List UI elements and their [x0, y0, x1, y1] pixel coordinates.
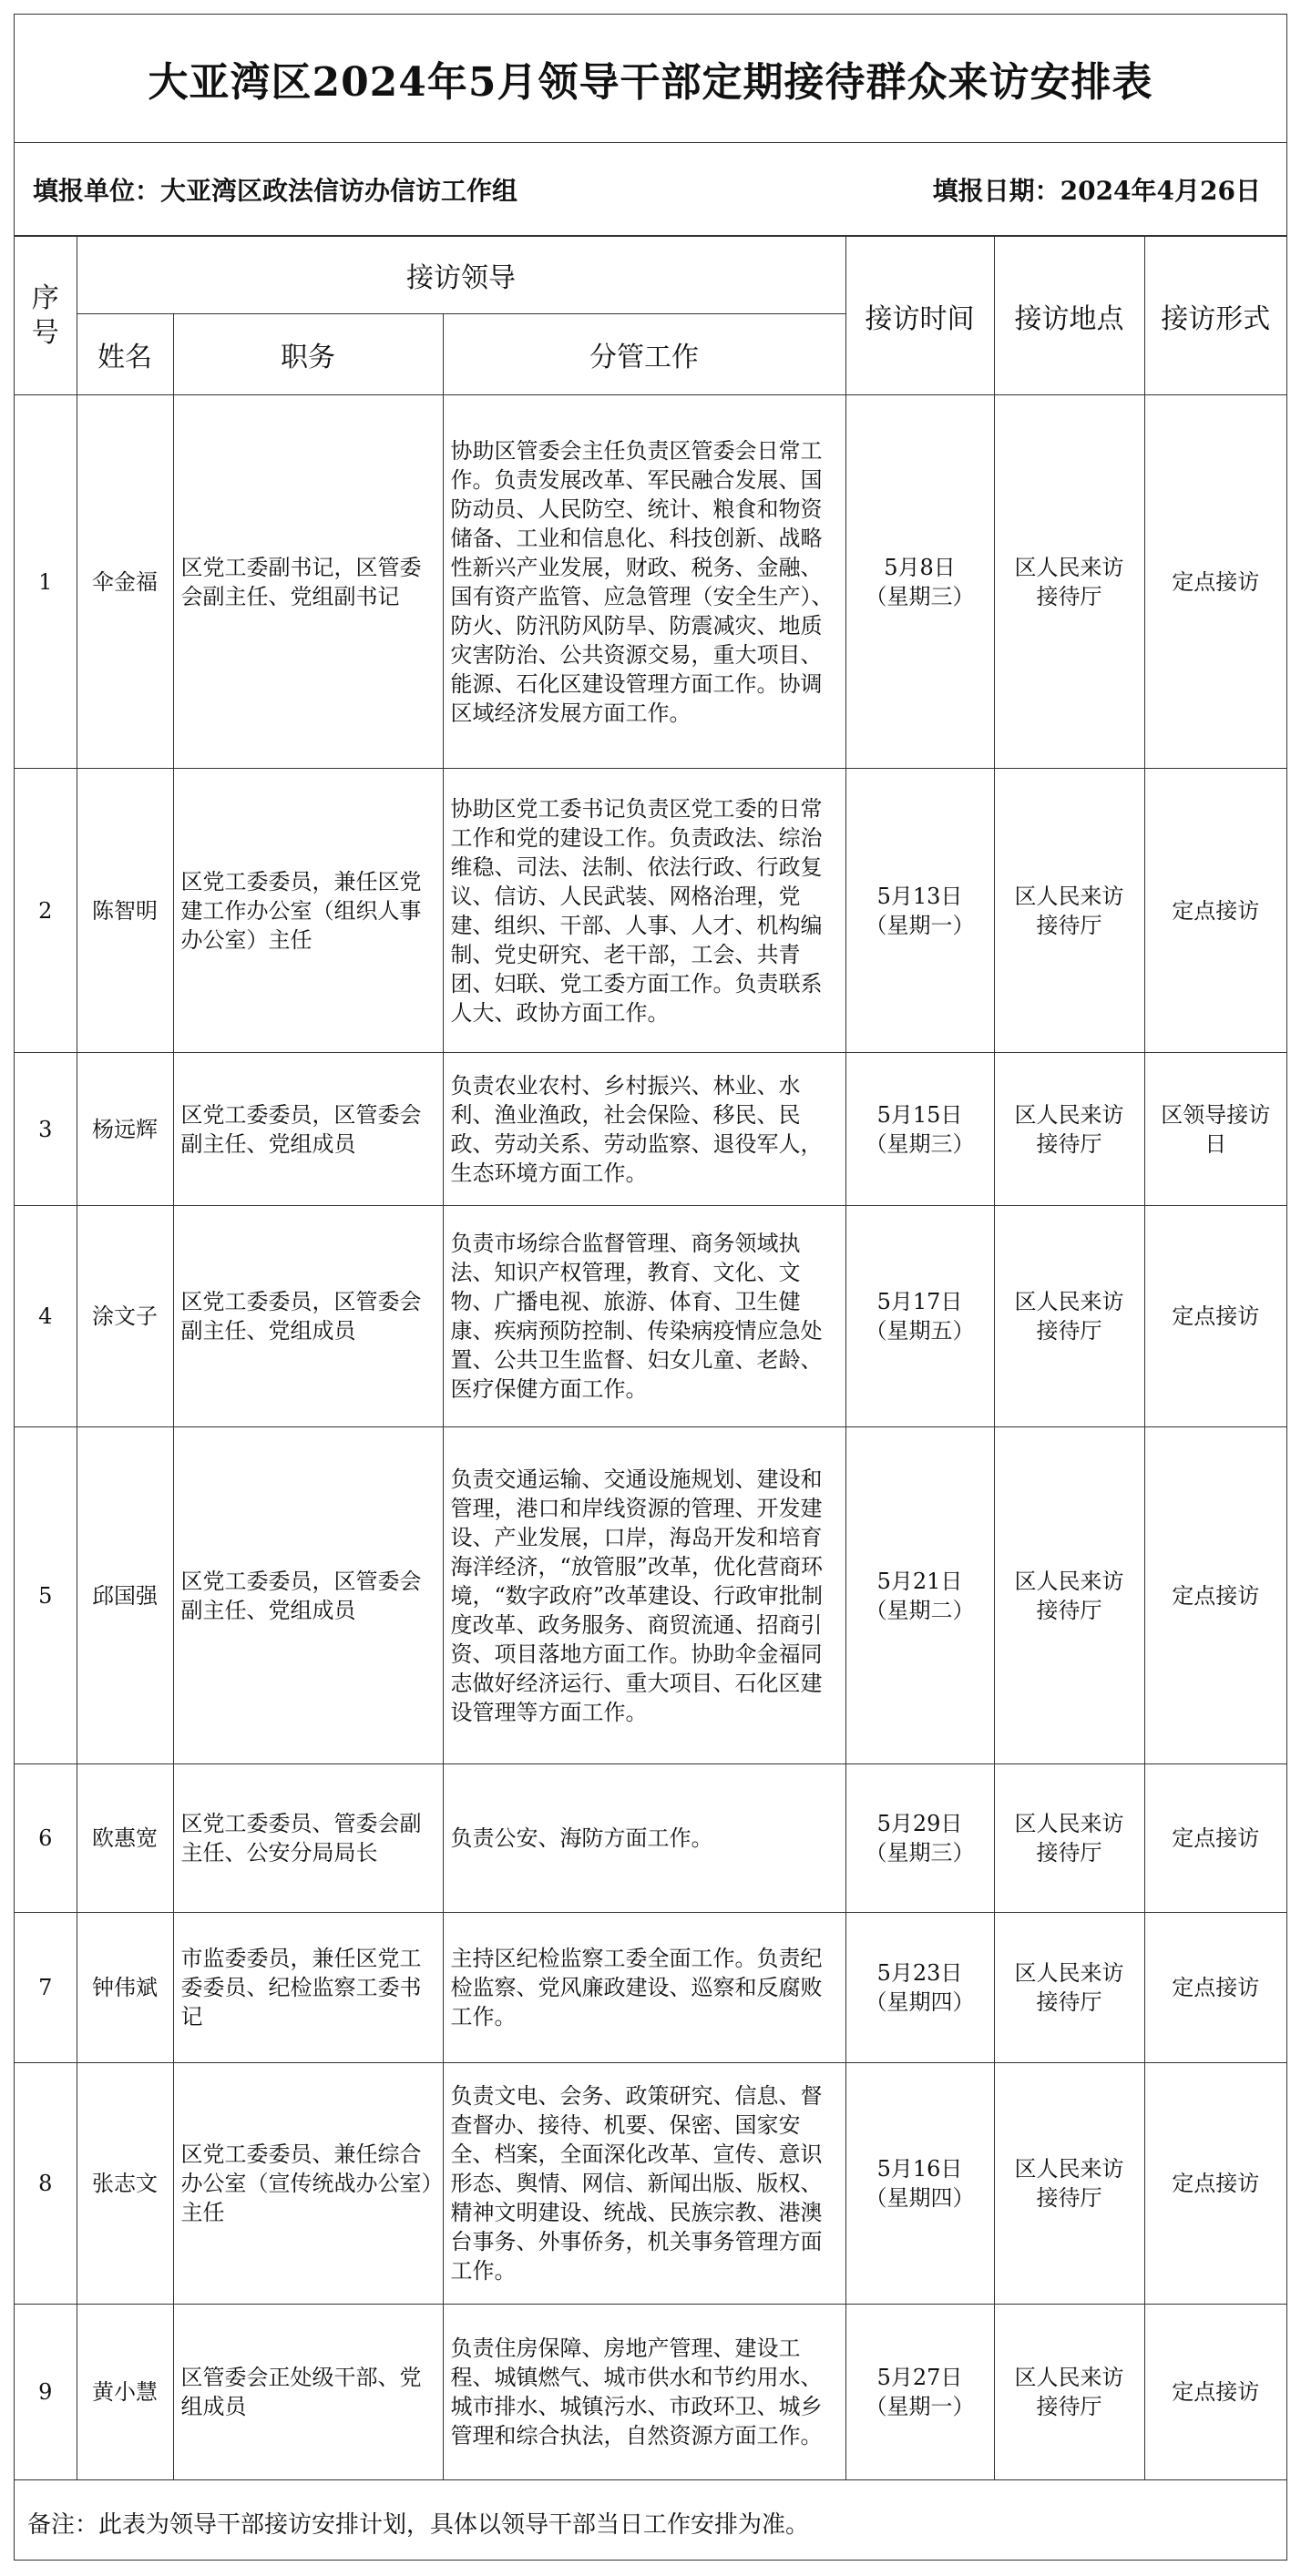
visit-weekday: （星期一） — [865, 912, 975, 938]
cell-time — [845, 2063, 994, 2305]
cell-scope: 负责公安、海防方面工作。 — [443, 1764, 845, 1913]
schedule-sheet — [14, 14, 1287, 2561]
header-duty: 职务 — [173, 314, 443, 395]
table-row — [15, 1913, 1286, 2063]
visit-place: 区人民来访接待厅 — [1014, 2365, 1124, 2419]
visit-weekday: （星期一） — [865, 2394, 975, 2419]
cell-name: 邱国强 — [77, 1427, 173, 1764]
visit-date: 5月15日 — [876, 1101, 963, 1128]
cell-place — [994, 1764, 1144, 1913]
visit-date: 5月27日 — [876, 2365, 963, 2390]
header-time: 接访时间 — [845, 237, 994, 395]
cell-name: 涂文子 — [77, 1206, 173, 1427]
cell-place — [994, 2305, 1144, 2480]
visit-weekday: （星期五） — [865, 1318, 975, 1344]
cell-place — [994, 769, 1144, 1053]
cell-duty: 区党工委委员，区管委会副主任、党组成员 — [173, 1206, 443, 1427]
cell-duty: 区党工委委员，区管委会副主任、党组成员 — [173, 1053, 443, 1206]
cell-place — [994, 1053, 1144, 1206]
cell-index: 4 — [15, 1206, 77, 1427]
info-row — [15, 143, 1286, 236]
table-row — [15, 2063, 1286, 2305]
visit-weekday: （星期三） — [865, 1840, 975, 1866]
cell-name: 杨远辉 — [77, 1053, 173, 1206]
cell-place — [994, 1913, 1144, 2063]
cell-form: 定点接访 — [1144, 395, 1286, 769]
cell-name: 钟伟斌 — [77, 1913, 173, 2063]
cell-form: 定点接访 — [1144, 1764, 1286, 1913]
table-row — [15, 395, 1286, 769]
visit-weekday: （星期四） — [865, 1989, 975, 2015]
fill-date-label: 填报日期： — [932, 175, 1060, 206]
header-place: 接访地点 — [994, 237, 1144, 395]
visit-place: 区人民来访接待厅 — [1014, 1568, 1124, 1623]
cell-place — [994, 395, 1144, 769]
visit-place: 区人民来访接待厅 — [1014, 2156, 1124, 2211]
cell-index: 7 — [15, 1913, 77, 2063]
cell-duty: 区党工委委员，区管委会副主任、党组成员 — [173, 1427, 443, 1764]
fill-unit — [33, 171, 517, 208]
cell-index: 3 — [15, 1053, 77, 1206]
cell-duty: 区管委会正处级干部、党组成员 — [173, 2305, 443, 2480]
cell-index: 8 — [15, 2063, 77, 2305]
table-row — [15, 1053, 1286, 1206]
cell-index: 2 — [15, 769, 77, 1053]
visit-date: 5月29日 — [876, 1811, 963, 1836]
cell-duty: 区党工委委员、管委会副主任、公安分局局长 — [173, 1764, 443, 1913]
title-row — [15, 15, 1286, 143]
cell-name: 陈智明 — [77, 769, 173, 1053]
cell-name: 伞金福 — [77, 395, 173, 769]
visit-date: 5月8日 — [884, 554, 956, 580]
cell-name: 欧惠宽 — [77, 1764, 173, 1913]
table-row — [15, 2305, 1286, 2480]
cell-time — [845, 1053, 994, 1206]
header-form: 接访形式 — [1144, 237, 1286, 395]
visit-place: 区人民来访接待厅 — [1014, 883, 1124, 938]
cell-time — [845, 1206, 994, 1427]
visit-date: 5月16日 — [876, 2156, 963, 2182]
cell-form: 定点接访 — [1144, 2063, 1286, 2305]
table-row — [15, 1427, 1286, 1764]
fill-date-value: 2024年4月26日 — [1060, 175, 1261, 206]
cell-index: 6 — [15, 1764, 77, 1913]
cell-time — [845, 1913, 994, 2063]
table-row — [15, 769, 1286, 1053]
table-row — [15, 1764, 1286, 1913]
fill-unit-label: 填报单位： — [33, 175, 161, 206]
header-name: 姓名 — [77, 314, 173, 395]
cell-place — [994, 1427, 1144, 1764]
header-leader-group: 接访领导 — [77, 237, 845, 314]
visit-place: 区人民来访接待厅 — [1014, 1101, 1124, 1157]
header-scope: 分管工作 — [443, 314, 845, 395]
cell-form: 定点接访 — [1144, 2305, 1286, 2480]
header-index: 序号 — [15, 237, 77, 395]
visit-place: 区人民来访接待厅 — [1014, 1289, 1124, 1344]
cell-duty: 区党工委副书记，区管委会副主任、党组副书记 — [173, 395, 443, 769]
cell-scope: 主持区纪检监察工委全面工作。负责纪检监察、党风廉政建设、巡察和反腐败工作。 — [443, 1913, 845, 2063]
cell-duty: 市监委委员，兼任区党工委委员、纪检监察工委书记 — [173, 1913, 443, 2063]
fill-date — [933, 171, 1261, 208]
cell-form: 定点接访 — [1144, 769, 1286, 1053]
visit-place: 区人民来访接待厅 — [1014, 1960, 1124, 2015]
visit-date: 5月23日 — [876, 1960, 963, 1986]
cell-time — [845, 2305, 994, 2480]
cell-index: 5 — [15, 1427, 77, 1764]
schedule-table — [15, 236, 1286, 2480]
cell-duty: 区党工委委员、兼任综合办公室（宣传统战办公室）主任 — [173, 2063, 443, 2305]
table-row — [15, 1206, 1286, 1427]
fill-unit-value: 大亚湾区政法信访办信访工作组 — [160, 175, 518, 206]
visit-date: 5月13日 — [876, 883, 963, 909]
cell-name: 黄小慧 — [77, 2305, 173, 2480]
cell-scope: 负责文电、会务、政策研究、信息、督查督办、接待、机要、保密、国家安全、档案，全面深化改革、宣传、意识形态、舆情、网信、新闻出版、版权、精神文明建设、统战、民族宗教、港澳台事务、外事侨务，机关事务管理方面工作。 — [443, 2063, 845, 2305]
cell-scope: 负责农业农村、乡村振兴、林业、水利、渔业渔政，社会保险、移民、民政、劳动关系、劳动监察、退役军人，生态环境方面工作。 — [443, 1053, 845, 1206]
cell-place — [994, 1206, 1144, 1427]
visit-weekday: （星期四） — [865, 2185, 975, 2211]
visit-weekday: （星期三） — [865, 583, 975, 609]
cell-scope: 协助区管委会主任负责区管委会日常工作。负责发展改革、军民融合发展、国防动员、人民防空、统计、粮食和物资储备、工业和信息化、科技创新、战略性新兴产业发展，财政、税务、金融、国有资产监管、应急管理（安全生产）、防火、防汛防风防旱、防震减灾、地质灾害防治、公共资源交易，重大项目、能源、石化区建设管理方面工作。协调区域经济发展方面工作。 — [443, 395, 845, 769]
cell-index: 9 — [15, 2305, 77, 2480]
cell-form: 定点接访 — [1144, 1206, 1286, 1427]
visit-date: 5月17日 — [876, 1289, 963, 1314]
visit-date: 5月21日 — [876, 1568, 963, 1594]
page-title: 大亚湾区2024年5月领导干部定期接待群众来访安排表 — [148, 59, 1153, 106]
visit-weekday: （星期二） — [865, 1597, 975, 1623]
cell-index: 1 — [15, 395, 77, 769]
cell-scope: 协助区党工委书记负责区党工委的日常工作和党的建设工作。负责政法、综治维稳、司法、法制、依法行政、行政复议、信访、人民武装、网格治理，党建、组织、干部、人事、人才、机构编制、党史研究、老干部，工会、共青团、妇联、党工委方面工作。负责联系人大、政协方面工作。 — [443, 769, 845, 1053]
cell-place — [994, 2063, 1144, 2305]
cell-time — [845, 395, 994, 769]
cell-duty: 区党工委委员，兼任区党建工作办公室（组织人事办公室）主任 — [173, 769, 443, 1053]
visit-place: 区人民来访接待厅 — [1014, 554, 1124, 609]
visit-place: 区人民来访接待厅 — [1014, 1811, 1124, 1866]
cell-scope: 负责交通运输、交通设施规划、建设和管理，港口和岸线资源的管理、开发建设、产业发展，口岸，海岛开发和培育海洋经济，“放管服”改革，优化营商环境，“数字政府”改革建设、行政审批制度改革、政务服务、商贸流通、招商引资、项目落地方面工作。协助伞金福同志做好经济运行、重大项目、石化区建设管理等方面工作。 — [443, 1427, 845, 1764]
cell-form: 区领导接访日 — [1144, 1053, 1286, 1206]
cell-scope: 负责住房保障、房地产管理、建设工程、城镇燃气、城市供水和节约用水、城市排水、城镇污水、市政环卫、城乡管理和综合执法，自然资源方面工作。 — [443, 2305, 845, 2480]
cell-time — [845, 1764, 994, 1913]
note: 备注：此表为领导干部接访安排计划，具体以领导干部当日工作安排为准。 — [27, 2510, 810, 2539]
cell-time — [845, 1427, 994, 1764]
cell-form: 定点接访 — [1144, 1427, 1286, 1764]
cell-form: 定点接访 — [1144, 1913, 1286, 2063]
cell-name: 张志文 — [77, 2063, 173, 2305]
cell-time — [845, 769, 994, 1053]
cell-scope: 负责市场综合监督管理、商务领域执法、知识产权管理，教育、文化、文物、广播电视、旅游、体育、卫生健康、疾病预防控制、传染病疫情应急处置、公共卫生监督、妇女儿童、老龄、医疗保健方面工作。 — [443, 1206, 845, 1427]
visit-weekday: （星期三） — [865, 1130, 975, 1157]
